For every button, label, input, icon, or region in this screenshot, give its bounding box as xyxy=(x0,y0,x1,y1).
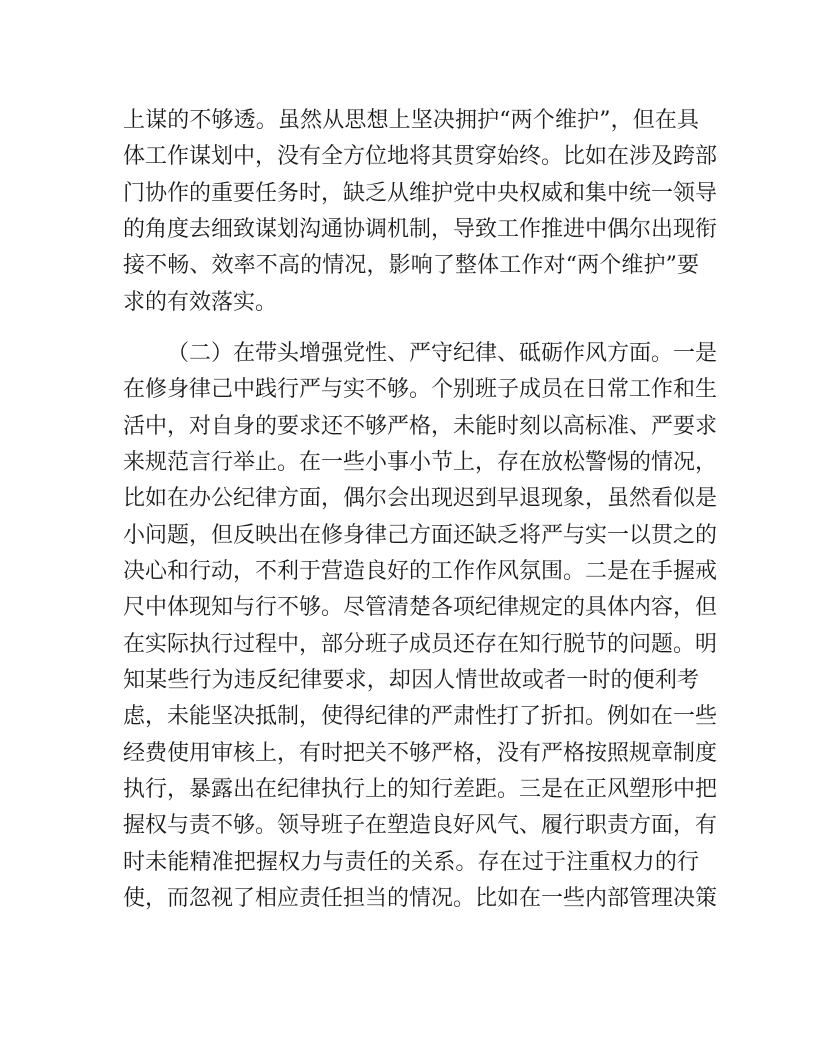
text-line: 决心和行动，不利于营造良好的工作作风氛围。二是在手握戒 xyxy=(123,559,718,584)
text-line: 使，而忽视了相应责任担当的情况。比如在一些内部管理决策 xyxy=(123,886,718,911)
text-line: 小问题，但反映出在修身律己方面还缺乏将严与实一以贯之的 xyxy=(123,523,718,548)
text-line: 上谋的不够透。虽然从思想上坚决拥护“两个维护”，但在具 xyxy=(123,108,699,133)
text-line: 体工作谋划中，没有全方位地将其贯穿始终。比如在涉及跨部 xyxy=(123,144,718,169)
paragraph-heading-line: （二）在带头增强党性、严守纪律、砥砺作风方面。一是 xyxy=(167,341,718,366)
text-line: 经费使用审核上，有时把关不够严格，没有严格按照规章制度 xyxy=(123,741,718,766)
text-line: 比如在办公纪律方面，偶尔会出现迟到早退现象，虽然看似是 xyxy=(123,486,718,511)
text-line: 握权与责不够。领导班子在塑造良好风气、履行职责方面，有 xyxy=(123,813,718,838)
text-line: 执行，暴露出在纪律执行上的知行差距。三是在正风塑形中把 xyxy=(123,777,718,802)
text-line: 时未能精准把握权力与责任的关系。存在过于注重权力的行 xyxy=(123,850,699,875)
text-line: 在修身律己中践行严与实不够。个别班子成员在日常工作和生 xyxy=(123,377,718,402)
text-line: 来规范言行举止。在一些小事小节上，存在放松警惕的情况， xyxy=(123,450,718,475)
text-line: 的角度去细致谋划沟通协调机制，导致工作推进中偶尔出现衔 xyxy=(123,217,718,242)
text-line: 在实际执行过程中，部分班子成员还存在知行脱节的问题。明 xyxy=(123,632,718,657)
text-line: 门协作的重要任务时，缺乏从维护党中央权威和集中统一领导 xyxy=(123,181,718,206)
text-line: 活中，对自身的要求还不够严格，未能时刻以高标准、严要求 xyxy=(123,414,718,439)
text-line: 接不畅、效率不高的情况，影响了整体工作对“两个维护”要 xyxy=(123,253,699,278)
text-line: 虑，未能坚决抵制，使得纪律的严肃性打了折扣。例如在一些 xyxy=(123,704,718,729)
text-line: 求的有效落实。 xyxy=(123,290,278,315)
text-line: 尺中体现知与行不够。尽管清楚各项纪律规定的具体内容，但 xyxy=(123,595,718,620)
text-line: 知某些行为违反纪律要求，却因人情世故或者一时的便利考 xyxy=(123,668,699,693)
